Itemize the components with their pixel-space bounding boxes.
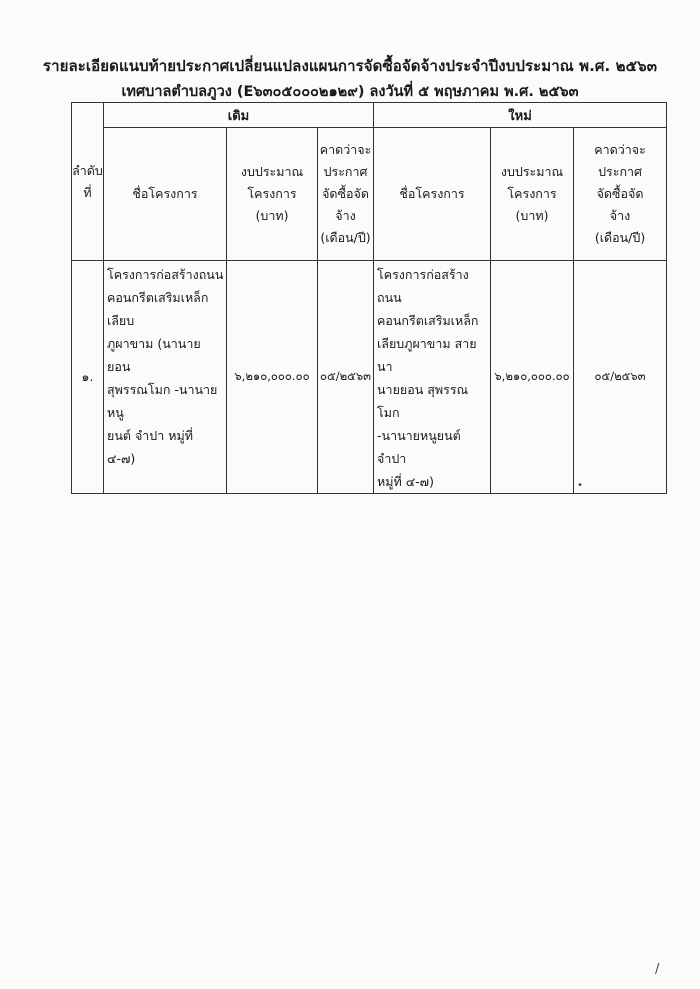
- new-name-line4: นายยอน สุพรรณโมก: [377, 382, 469, 420]
- old-project-name: [104, 261, 227, 494]
- new-expected-date-header: [574, 128, 667, 261]
- new-name-line5: -นานายหนูยนต์ จำปา: [377, 428, 461, 466]
- new-expected-header-line3: จัดซื้อจัด: [596, 186, 644, 201]
- new-budget-header-line3: (บาท): [515, 208, 549, 223]
- new-budget-header-line1: งบประมาณ: [500, 164, 564, 179]
- old-budget-header-line1: งบประมาณ: [240, 164, 304, 179]
- scan-dot-mark: •: [577, 480, 583, 491]
- scan-stroke-mark: /: [655, 962, 660, 977]
- new-project-name: [374, 261, 491, 494]
- new-expected-header-line4: จ้าง: [609, 208, 631, 223]
- sequence-header-line2: ที่: [83, 184, 92, 200]
- old-budget-header: [227, 128, 318, 261]
- old-project-name-header: ชื่อโครงการ: [104, 128, 227, 261]
- new-expected-header-line2: ประกาศ: [598, 164, 642, 179]
- new-name-line3: เลียบภูผาขาม สายนา: [377, 336, 477, 374]
- old-expected-date: ๐๕/๒๕๖๓: [318, 261, 374, 494]
- row-sequence: ๑.: [72, 261, 104, 494]
- new-budget-header: [491, 128, 574, 261]
- new-project-name-header: ชื่อโครงการ: [374, 128, 491, 261]
- new-budget-header-line2: โครงการ: [507, 186, 557, 201]
- old-expected-header-line4: จ้าง: [335, 208, 356, 223]
- old-budget-value: ๖,๒๑๐,๐๐๐.๐๐: [227, 261, 318, 494]
- old-name-line4: สุพรรณโมก -นานายหนู: [107, 382, 218, 420]
- new-budget-value: ๖,๒๑๐,๐๐๐.๐๐: [491, 261, 574, 494]
- sequence-header-line1: ลำดับ: [72, 162, 103, 178]
- procurement-plan-table: [71, 102, 667, 494]
- new-name-line1: โครงการก่อสร้างถนน: [377, 267, 469, 305]
- group-header-new: ใหม่: [374, 103, 667, 128]
- old-name-line5: ยนต์ จำปา หมู่ที่ ๔-๗): [107, 428, 193, 466]
- old-name-line3: ภูผาขาม (นานายยอน: [107, 336, 201, 374]
- old-name-line2: คอนกรีตเสริมเหล็กเลียบ: [107, 290, 209, 328]
- document-subtitle: เทศบาลตำบลภูวง (E๖๓๐๕๐๐๐๒๑๒๙) ลงวันที่ ๕ พฤษภาคม พ.ศ. ๒๕๖๓: [121, 84, 579, 100]
- old-expected-header-line3: จัดซื้อจัด: [322, 186, 369, 201]
- old-budget-header-line3: (บาท): [255, 208, 289, 223]
- old-expected-header-line1: คาดว่าจะ: [319, 142, 372, 157]
- old-name-line1: โครงการก่อสร้างถนน: [107, 267, 224, 282]
- old-expected-date-header: [318, 128, 374, 261]
- new-name-line2: คอนกรีตเสริมเหล็ก: [377, 313, 479, 328]
- table-row: [72, 261, 667, 494]
- new-expected-date: ๐๕/๒๕๖๓: [574, 261, 667, 494]
- new-name-line6: หมู่ที่ ๔-๗): [377, 474, 434, 489]
- sequence-header: [72, 103, 104, 261]
- old-budget-header-line2: โครงการ: [247, 186, 297, 201]
- document-title: รายละเอียดแนบท้ายประกาศเปลี่ยนแปลงแผนการจัดซื้อจัดจ้างประจำปีงบประมาณ พ.ศ. ๒๕๖๓: [42, 57, 658, 75]
- new-expected-header-line1: คาดว่าจะ: [594, 142, 646, 157]
- group-header-old: เดิม: [104, 103, 374, 128]
- old-expected-header-line5: (เดือน/ปี): [320, 230, 371, 245]
- new-expected-header-line5: (เดือน/ปี): [594, 230, 646, 245]
- old-expected-header-line2: ประกาศ: [323, 164, 368, 179]
